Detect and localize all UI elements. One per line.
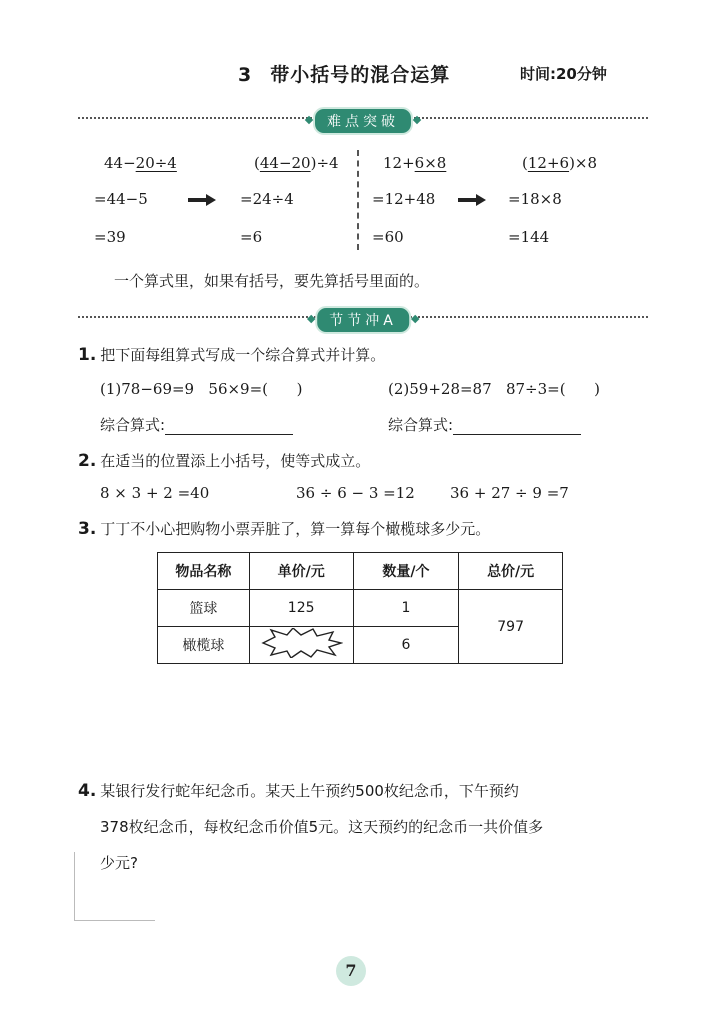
item-cell: 橄榄球 xyxy=(158,627,250,664)
q1-combined-2: 综合算式: xyxy=(388,414,581,435)
q1-part1: (1)78−69=9 56×9=( ) xyxy=(100,380,303,398)
lesson-title xyxy=(238,60,450,87)
example-1-step1: =44−5 xyxy=(94,190,148,208)
example-2-expression: (44−20)÷4 xyxy=(254,154,339,172)
smudge-cell xyxy=(249,627,353,664)
question-2: 2. 在适当的位置添上小括号，使等式成立。 xyxy=(78,451,371,471)
receipt-table xyxy=(157,552,563,664)
answer-blank[interactable] xyxy=(165,416,293,435)
header-cell: 总价/元 xyxy=(459,553,563,590)
example-2-step2: =6 xyxy=(240,228,263,246)
question-4-line-1: 4. 某银行发行蛇年纪念币。某天上午预约500枚纪念币，下午预约 xyxy=(78,781,519,801)
q1-combined-1: 综合算式: xyxy=(100,414,293,435)
time-limit: 时间:20分钟 xyxy=(520,65,607,83)
question-4-line-3: 少元? xyxy=(100,854,138,872)
section-practice-bar xyxy=(78,306,648,328)
header-cell: 数量/个 xyxy=(353,553,459,590)
answer-area[interactable] xyxy=(74,852,155,921)
table-row xyxy=(158,590,563,627)
right-arrow-icon xyxy=(458,196,486,204)
vertical-divider xyxy=(357,150,359,250)
example-4-expression: (12+6)×8 xyxy=(522,154,598,172)
total-cell: 797 xyxy=(459,590,563,664)
example-4-step2: =144 xyxy=(508,228,550,246)
price-cell: 125 xyxy=(249,590,353,627)
example-2-step1: =24÷4 xyxy=(240,190,294,208)
table-header-row xyxy=(158,553,563,590)
q2-equation-2: 36 ÷ 6 − 3 =12 xyxy=(296,484,415,502)
lesson-title-text: 带小括号的混合运算 xyxy=(270,64,451,86)
qty-cell: 6 xyxy=(353,627,459,664)
q1-part2: (2)59+28=87 87÷3=( ) xyxy=(388,380,601,398)
section-difficulty-bar xyxy=(78,107,648,129)
question-4-line-2: 378枚纪念币，每枚纪念币价值5元。这天预约的纪念币一共价值多 xyxy=(100,818,544,836)
example-3-expression: 12+6×8 xyxy=(383,154,447,172)
q2-equation-1: 8 × 3 + 2 =40 xyxy=(100,484,210,502)
header-cell: 物品名称 xyxy=(158,553,250,590)
page-number: 7 xyxy=(336,956,366,986)
question-1: 1. 把下面每组算式写成一个综合算式并计算。 xyxy=(78,345,386,365)
smudge-icon xyxy=(259,628,343,658)
example-4-step1: =18×8 xyxy=(508,190,562,208)
rule-text: 一个算式里，如果有括号，要先算括号里面的。 xyxy=(114,272,430,290)
example-1-expression: 44−20÷4 xyxy=(104,154,177,172)
answer-blank[interactable] xyxy=(453,416,581,435)
item-cell: 篮球 xyxy=(158,590,250,627)
section-practice-label: 节节冲A xyxy=(315,306,411,334)
example-3-step1: =12+48 xyxy=(372,190,436,208)
example-3-step2: =60 xyxy=(372,228,404,246)
question-3: 3. 丁丁不小心把购物小票弄脏了，算一算每个橄榄球多少元。 xyxy=(78,519,491,539)
right-arrow-icon xyxy=(188,196,216,204)
example-1-step2: =39 xyxy=(94,228,126,246)
header-cell: 单价/元 xyxy=(249,553,353,590)
section-difficulty-label: 难点突破 xyxy=(313,107,413,135)
q2-equation-3: 36 + 27 ÷ 9 =7 xyxy=(450,484,569,502)
qty-cell: 1 xyxy=(353,590,459,627)
lesson-number: 3 xyxy=(238,64,253,86)
